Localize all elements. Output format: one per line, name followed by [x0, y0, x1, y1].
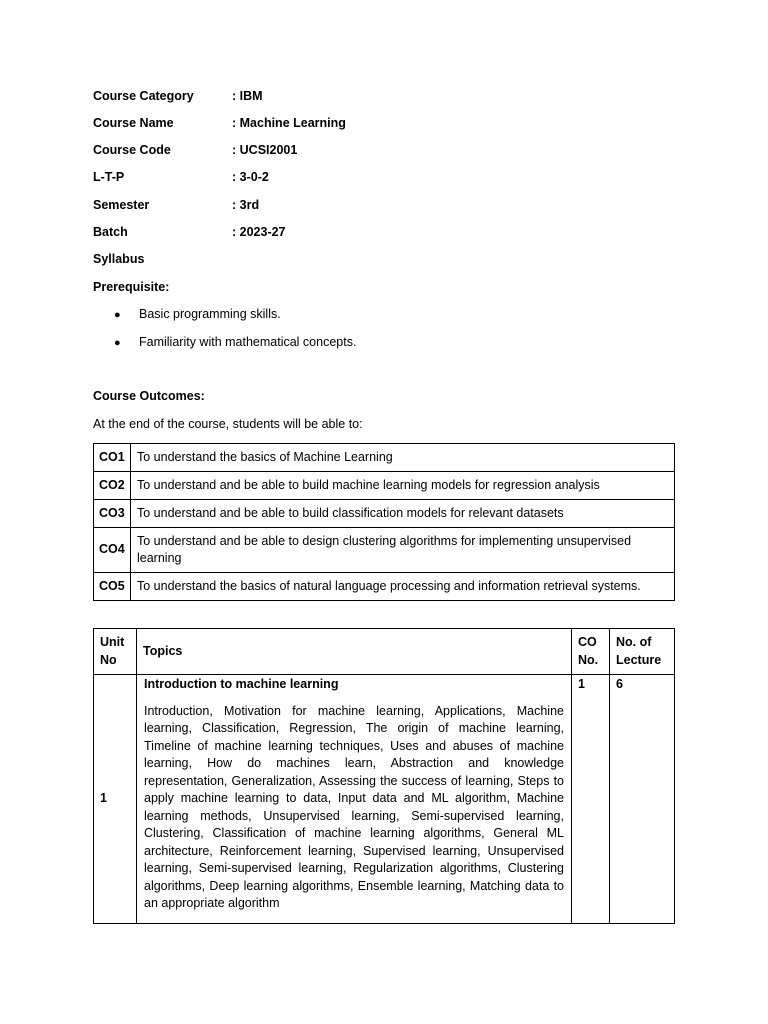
lecture-count: 6	[610, 675, 675, 924]
course-name-label: Course Name	[93, 116, 174, 130]
co-header-line2: No.	[578, 652, 599, 667]
co-header-line1: CO	[578, 635, 597, 649]
co-code: CO4	[94, 528, 131, 573]
course-outcomes-table	[93, 443, 675, 601]
topics-header: Topics	[137, 629, 572, 675]
table-row	[94, 528, 675, 573]
table-row	[94, 500, 675, 528]
co-code: CO1	[94, 444, 131, 472]
topic-body: Introduction, Motivation for machine learning, Applications, Machine learning, Classification, Regression, The origin of machine learning, Timeline of machine learning techniques, Uses and abuses of machine learning, How do machines learn, Abstraction and knowledge representation, Generalization, Assessing the success of learning, Steps to apply machine learning to data, Input data and ML algorithm, Machine learning methods, Unsupervised learning, Semi-supervised learning, Clustering, Classification of machine learning algorithms, General ML architecture, Reinforcement learning, Supervised learning, Unsupervised learning, Semi-supervised learning, Regularization algorithms, Clustering algorithms, Deep learning algorithms, Ensemble learning, Matching data to an appropriate algorithm	[144, 703, 564, 910]
course-code-value: : UCSI2001	[232, 143, 298, 157]
table-row	[94, 675, 675, 924]
prerequisite-heading: Prerequisite:	[93, 280, 170, 294]
table-header-row	[94, 629, 675, 675]
course-outcomes-intro: At the end of the course, students will be able to:	[93, 417, 363, 431]
lecture-header-line2: Lecture	[616, 652, 662, 667]
table-row	[94, 472, 675, 500]
bullet-icon: ●	[114, 309, 121, 321]
co-text: To understand and be able to design clustering algorithms for implementing unsupervised learning	[131, 528, 675, 573]
course-category-value: : IBM	[232, 89, 263, 103]
list-item	[114, 333, 356, 352]
semester-value: : 3rd	[232, 198, 260, 212]
unit-header-line2: No	[100, 652, 117, 667]
list-item	[114, 305, 281, 324]
course-name-value: : Machine Learning	[232, 116, 346, 130]
unit-header	[94, 629, 137, 675]
course-code-label: Course Code	[93, 143, 171, 157]
batch-value: : 2023-27	[232, 225, 286, 239]
ltp-row	[93, 168, 269, 186]
unit-number: 1	[94, 675, 137, 924]
topic-title: Introduction to machine learning	[144, 677, 339, 691]
co-text: To understand and be able to build machine learning models for regression analysis	[131, 472, 675, 500]
ltp-value: : 3-0-2	[232, 170, 269, 184]
lecture-header	[610, 629, 675, 675]
course-outcomes-heading: Course Outcomes:	[93, 389, 205, 403]
lecture-header-line1: No. of	[616, 635, 652, 649]
bullet-icon: ●	[114, 337, 121, 349]
batch-label: Batch	[93, 225, 128, 239]
prerequisite-item: Basic programming skills.	[139, 307, 281, 321]
course-category-row	[93, 87, 263, 105]
co-text: To understand the basics of natural language processing and information retrieval systems.	[131, 573, 675, 601]
co-code: CO5	[94, 573, 131, 601]
co-code: CO3	[94, 500, 131, 528]
co-text: To understand the basics of Machine Learning	[131, 444, 675, 472]
topic-cell	[137, 675, 572, 924]
co-number: 1	[572, 675, 610, 924]
table-row	[94, 573, 675, 601]
unit-header-line1: Unit	[100, 635, 125, 649]
ltp-label: L-T-P	[93, 170, 125, 184]
batch-row	[93, 223, 286, 241]
co-code: CO2	[94, 472, 131, 500]
table-row	[94, 444, 675, 472]
course-code-row	[93, 141, 297, 159]
syllabus-heading: Syllabus	[93, 252, 145, 266]
unit-table	[93, 628, 675, 924]
semester-label: Semester	[93, 198, 150, 212]
course-name-row	[93, 114, 346, 132]
co-header	[572, 629, 610, 675]
prerequisite-item: Familiarity with mathematical concepts.	[139, 335, 357, 349]
semester-row	[93, 196, 259, 214]
co-text: To understand and be able to build classification models for relevant datasets	[131, 500, 675, 528]
course-category-label: Course Category	[93, 89, 194, 103]
